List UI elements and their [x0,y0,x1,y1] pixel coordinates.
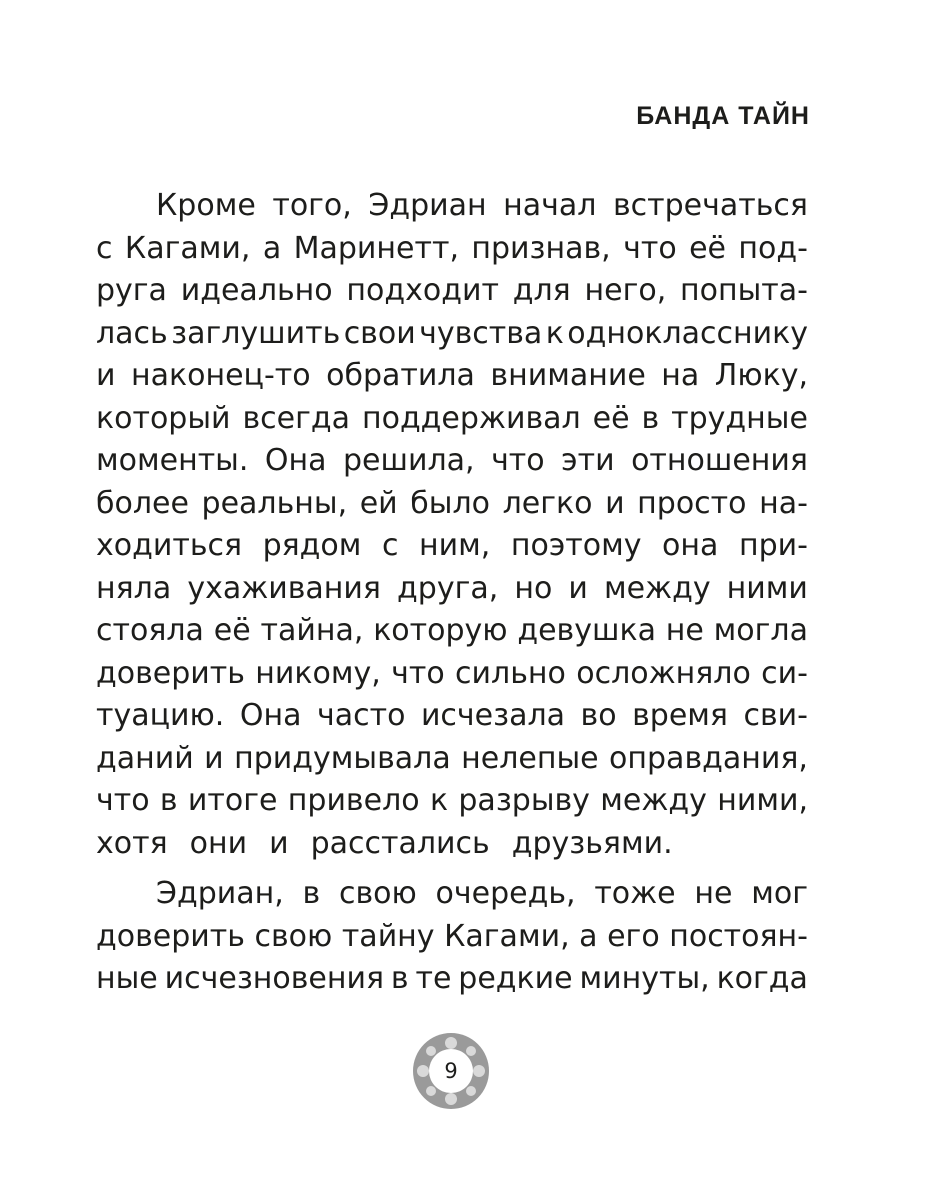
word: даний [96,740,194,776]
word: няла [96,570,172,606]
word: ные [96,961,158,996]
body-text [96,185,808,1001]
word: с [381,528,399,563]
word: просто [637,485,747,521]
word: идеально [180,273,333,308]
word: начал [503,188,597,223]
word: друзьями. [511,825,673,861]
text-line [96,228,808,271]
word: сильно [455,655,566,691]
word: обратила [326,358,475,393]
word: её [213,613,251,648]
word: руга [96,273,167,308]
text-line [96,398,808,441]
word: никому, [255,655,381,691]
word: свою [254,918,333,954]
word: осложняло [576,655,751,691]
word: ними, [717,783,808,818]
word: и [568,570,588,606]
word: него, [584,273,667,308]
word: ними [726,570,808,606]
text-line [96,525,808,568]
word: не [694,876,733,911]
word: Она [239,698,302,733]
word: друга, [397,570,499,606]
word: его [607,918,660,954]
text-line [96,695,808,738]
word: тайна, [260,613,364,648]
word: трудные [671,400,808,436]
word: придумывала [234,740,451,776]
text-line [96,916,808,959]
word: что [623,230,677,266]
word: более [96,485,189,521]
word: разрыву [458,783,590,818]
word: минуты, [579,961,710,996]
word: в [641,400,660,436]
word: попыта- [680,273,808,308]
word: и [204,740,224,776]
word: ей [359,485,398,521]
word: чувства [419,315,543,351]
word: Эдриан [368,188,487,223]
word: реальны, [201,485,348,521]
word: наконец-то [130,358,311,393]
word: тайну [341,918,435,954]
text-line [96,873,808,916]
word: время [632,698,728,733]
word: между [600,783,707,818]
paragraph [96,185,808,865]
word: при- [738,528,808,563]
word: которую [373,613,508,648]
page-number-badge [412,1032,490,1110]
word: Кагами, [124,230,251,266]
word: во [580,698,617,733]
text-line [96,653,808,696]
word: ним, [419,528,491,563]
paragraph [96,873,808,1001]
word: что [96,783,150,818]
word: в [159,783,178,818]
word: редкие [458,961,573,996]
text-line [96,483,808,526]
word: но [514,570,553,606]
word: тоже [594,876,676,911]
word: и [96,358,116,393]
word: они [189,825,248,861]
word: туацию. [96,698,225,733]
text-line [96,610,808,653]
word: для [512,273,571,308]
word: рядом [262,528,362,563]
word: отношения [631,443,808,478]
word: постоян- [669,918,808,954]
word: внимание [490,358,646,393]
word: оправдания, [609,740,808,776]
word: что [491,443,545,478]
word: моменты. [96,443,249,478]
word: между [603,570,711,606]
word: могла [713,613,808,648]
word: всегда [242,400,351,436]
word: эти [561,443,615,478]
word: Люку, [714,358,808,393]
text-line [96,823,808,866]
word: к [545,315,564,351]
text-line [96,270,808,313]
word: когда [716,961,808,996]
word: си- [761,655,808,691]
word: исчезала [420,698,566,733]
word: доверить [96,655,245,691]
word: не [665,613,704,648]
page-number: 9 [444,1059,458,1083]
word: исчезновения [164,961,385,996]
word: решила, [343,443,475,478]
word: и [605,485,625,521]
text-line [96,738,808,781]
word: стояла [96,613,204,648]
word: который [96,400,231,436]
word: Кроме [156,188,256,223]
word: и [269,825,289,861]
word: она [662,528,719,563]
word: с [96,230,113,266]
word: очередь, [435,876,576,911]
text-line [96,313,808,356]
word: мог [751,876,808,911]
word: те [415,961,452,996]
word: поддерживал [361,400,581,436]
word: Она [264,443,327,478]
word: признав, [471,230,611,266]
word: к [429,783,449,818]
text-line [96,185,808,228]
word: встречаться [612,188,808,223]
word: ухаживания [187,570,381,606]
word: в [390,961,409,996]
word: того, [272,188,352,223]
word: её [689,230,727,266]
text-line [96,440,808,483]
word: на [661,358,700,393]
word: подходит [346,273,499,308]
text-line [96,568,808,611]
word: легко [502,485,593,521]
word: Маринетт, [293,230,459,266]
word: однокласснику [567,315,808,351]
text-line [96,780,808,823]
word: итоге [187,783,278,818]
word: часто [316,698,406,733]
word: Кагами, [444,918,570,954]
word: а [579,918,598,954]
word: поэтому [510,528,642,563]
word: ходиться [96,528,243,563]
running-header-title: БАНДА ТАЙН [636,102,810,130]
word: расстались [310,825,490,861]
word: заглушить [171,315,341,351]
word: лась [96,315,168,351]
word: её [592,400,630,436]
word: было [410,485,490,521]
word: нелепые [461,740,599,776]
word: привело [287,783,420,818]
text-line [96,355,808,398]
word: под- [738,230,808,266]
word: в [302,876,321,911]
word: а [262,230,282,266]
word: доверить [96,918,245,954]
word: Эдриан, [156,876,284,911]
word: хотя [96,825,168,861]
word: на- [759,485,808,521]
word: свои [343,315,416,351]
text-line [96,958,808,1001]
word: свою [338,876,417,911]
word: девушка [517,613,656,648]
word: сви- [743,698,808,733]
word: что [391,655,445,691]
